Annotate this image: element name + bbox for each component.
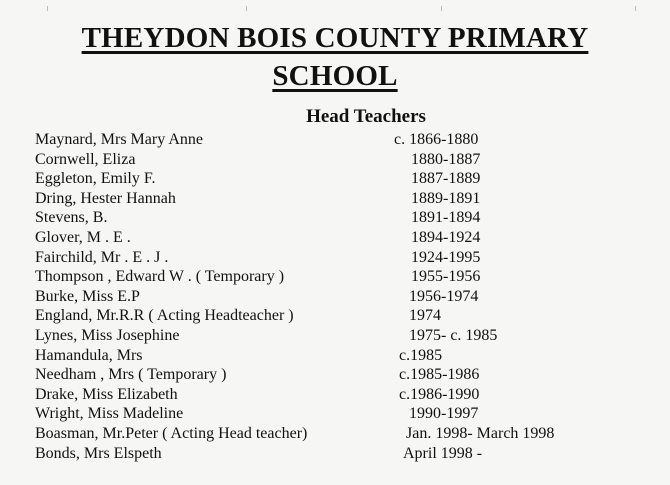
teacher-name: Eggleton, Emily F.: [35, 170, 156, 188]
punch-mark: [44, 6, 48, 11]
teacher-name: Lynes, Miss Josephine: [35, 326, 180, 344]
teacher-name: Needham , Mrs ( Temporary ): [35, 366, 227, 384]
list-item: [35, 169, 635, 189]
list-item: [35, 208, 635, 228]
teacher-name: Thompson , Edward W . ( Temporary ): [35, 268, 285, 286]
teacher-name: Wright, Miss Madeline: [35, 405, 184, 423]
teacher-years: 1955-1956: [411, 268, 481, 286]
list-item: [35, 424, 635, 444]
teacher-name: Bonds, Mrs Elspeth: [35, 444, 162, 462]
teacher-years: 1956-1974: [409, 287, 479, 305]
list-item: [35, 326, 635, 346]
teacher-name: Boasman, Mr.Peter ( Acting Head teacher): [35, 424, 308, 442]
teacher-name: Glover, M . E .: [35, 228, 131, 246]
teacher-years: 1887-1889: [411, 170, 481, 188]
teacher-years: 1894-1924: [411, 228, 481, 246]
list-item: [35, 346, 635, 366]
teacher-name: Burke, Miss E.P: [35, 287, 140, 305]
teacher-name: Drake, Miss Elizabeth: [35, 385, 178, 403]
list-item: [35, 306, 635, 326]
list-item: [35, 444, 635, 464]
teacher-name: Fairchild, Mr . E . J .: [35, 248, 169, 266]
teacher-name: Stevens, B.: [35, 209, 108, 227]
list-item: [35, 267, 635, 287]
section-heading: Head Teachers: [306, 106, 426, 127]
teacher-years: 1974: [409, 307, 441, 325]
page-title-line-1: THEYDON BOIS COUNTY PRIMARY: [81, 22, 589, 54]
teacher-years: 1975- c. 1985: [409, 326, 498, 344]
teacher-name: Dring, Hester Hannah: [35, 189, 176, 207]
teacher-years: c.1985-1986: [399, 366, 480, 384]
teacher-name: Cornwell, Eliza: [35, 150, 136, 168]
teacher-years: 1891-1894: [411, 209, 481, 227]
teacher-years: 1990-1997: [409, 405, 479, 423]
teacher-years: c.1985: [399, 346, 443, 364]
punch-mark: [243, 6, 247, 11]
teacher-name: England, Mr.R.R ( Acting Headteacher ): [35, 307, 294, 325]
page-title-line-2: SCHOOL: [272, 60, 398, 92]
teacher-years: c.1986-1990: [399, 385, 480, 403]
punch-mark: [438, 6, 442, 11]
teacher-years: 1880-1887: [411, 150, 481, 168]
list-item: [35, 248, 635, 268]
list-item: [35, 228, 635, 248]
teacher-name: Maynard, Mrs Mary Anne: [35, 131, 203, 148]
teacher-name: Hamandula, Mrs: [35, 346, 143, 364]
list-item: [35, 150, 635, 170]
list-item: [35, 385, 635, 405]
list-item: [35, 404, 635, 424]
list-item: [35, 287, 635, 307]
list-item: [35, 130, 635, 150]
list-item: [35, 365, 635, 385]
punch-mark: [632, 6, 636, 11]
teacher-years: 1924-1995: [411, 248, 481, 266]
teacher-years: Jan. 1998- March 1998: [406, 424, 555, 442]
teacher-years: 1889-1891: [411, 189, 481, 207]
list-item: [35, 189, 635, 209]
head-teacher-list: [35, 130, 635, 463]
teacher-years: c. 1866-1880: [394, 131, 479, 148]
teacher-years: April 1998 -: [403, 444, 483, 462]
